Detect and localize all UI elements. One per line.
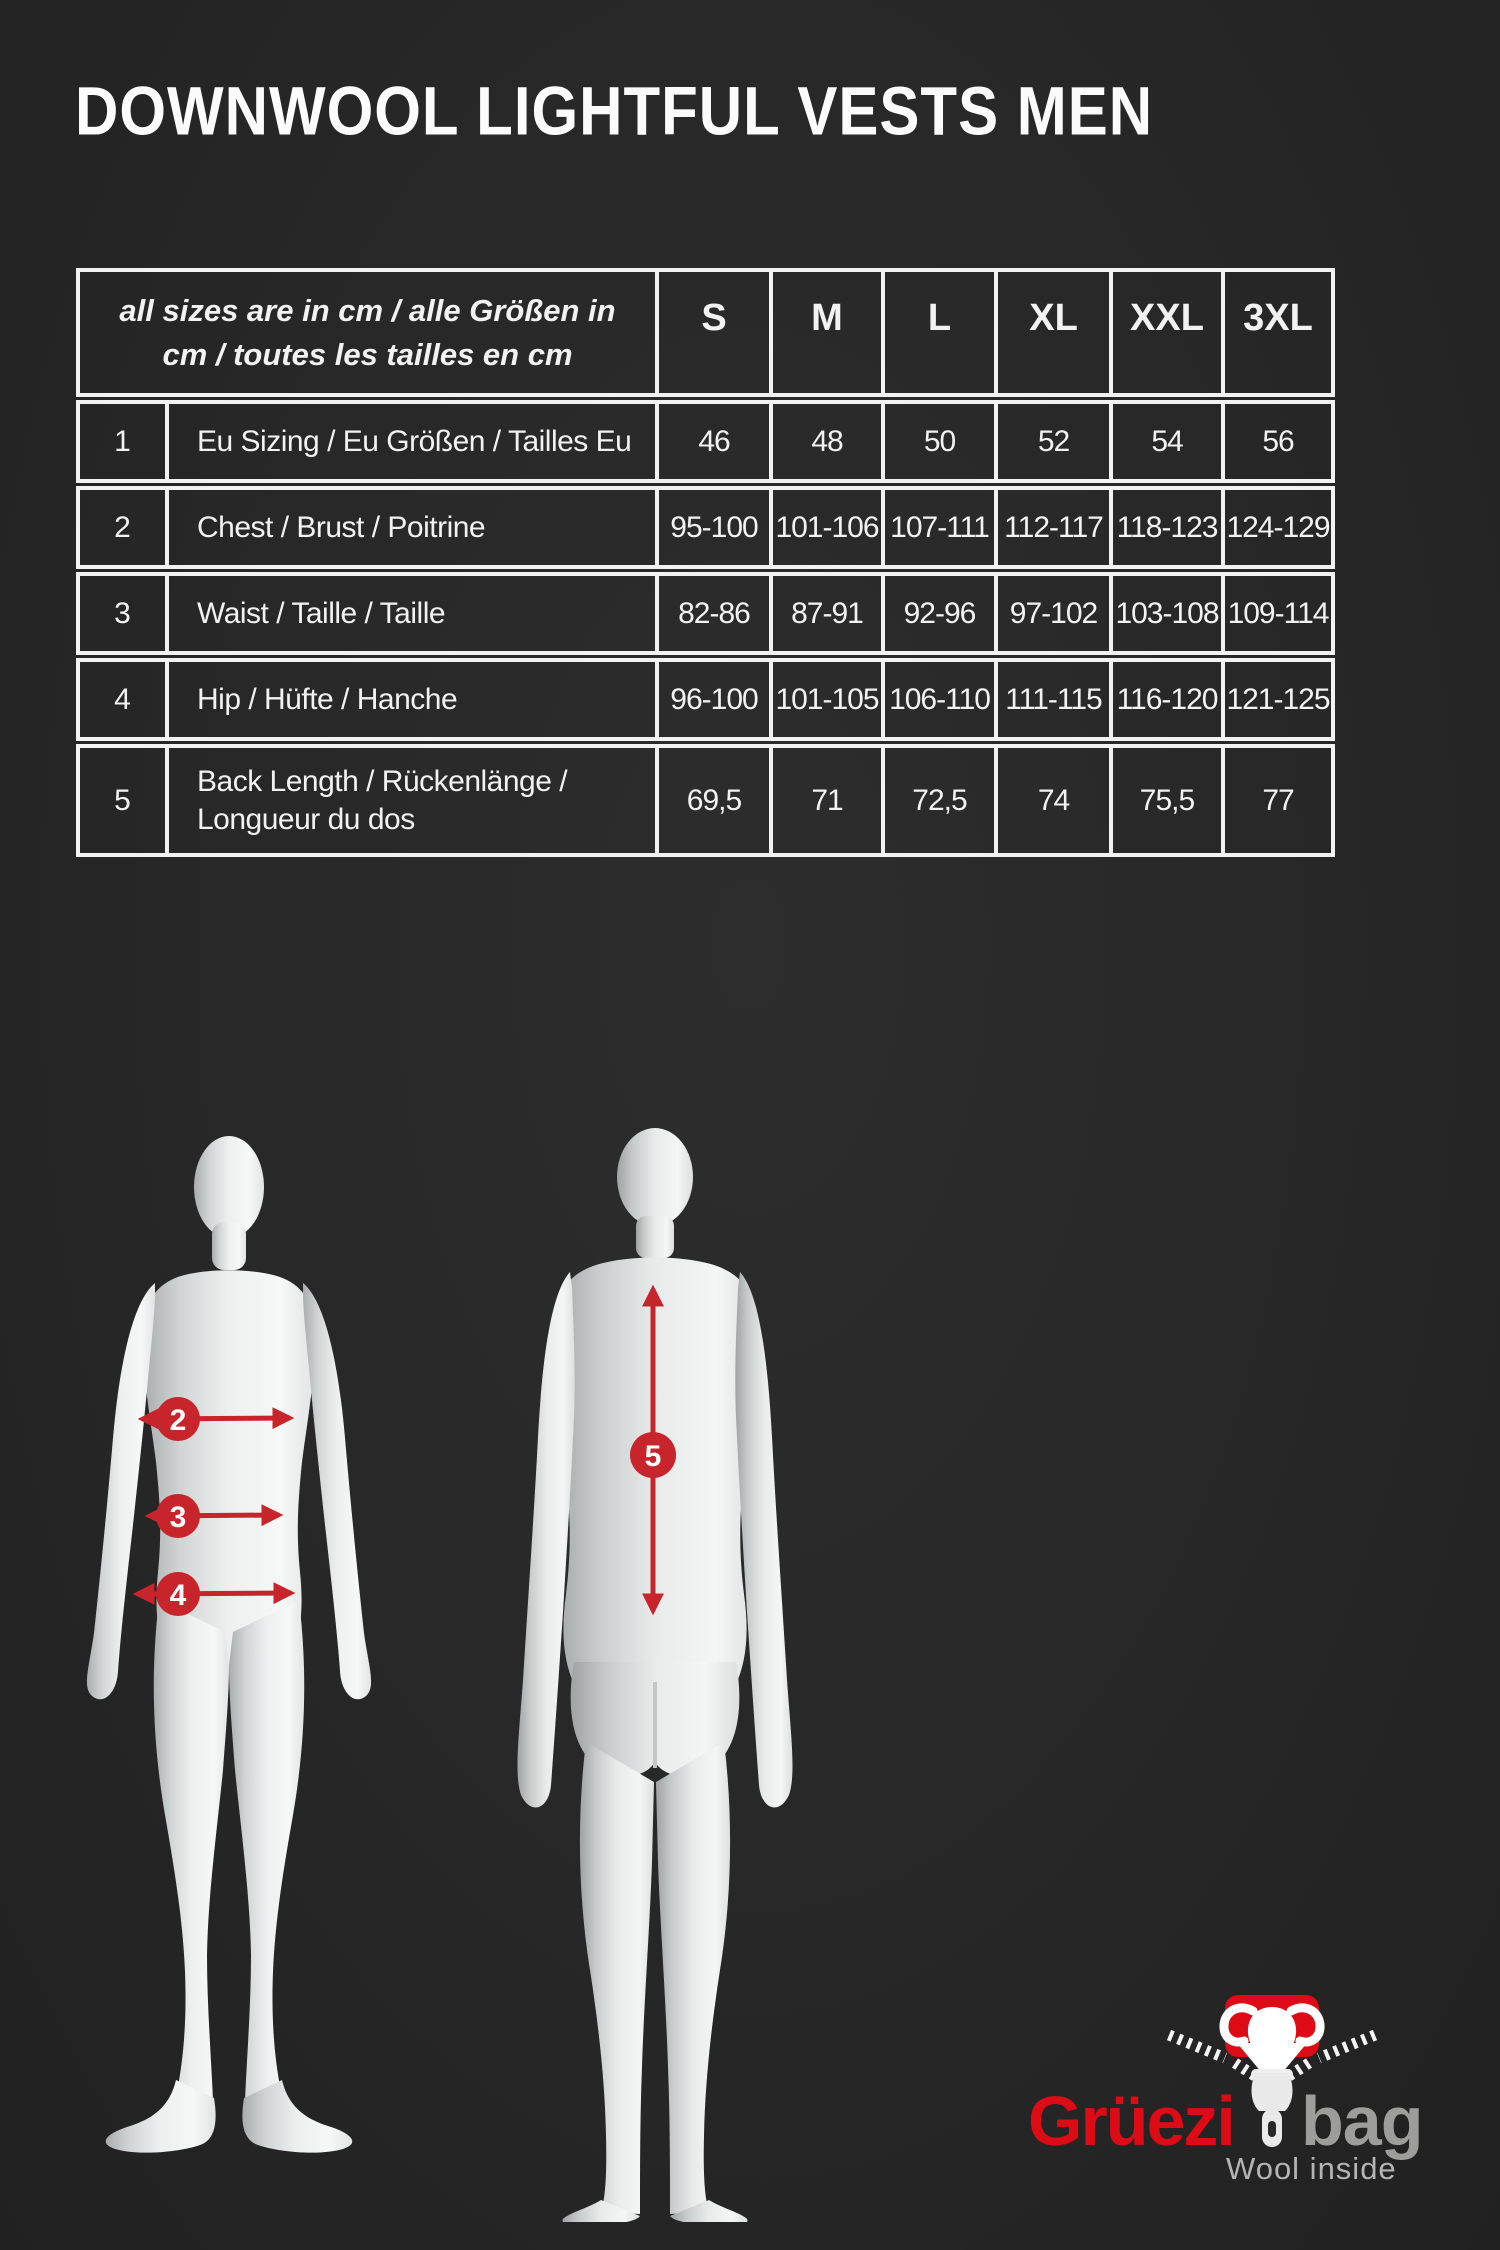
- value-cell: 118-123: [1109, 490, 1221, 565]
- value-cell: 69,5: [655, 748, 769, 853]
- value-cell: 48: [769, 404, 881, 479]
- value-cell: 71: [769, 748, 881, 853]
- size-col-header-xl: XL: [994, 272, 1109, 393]
- row-number-cell: 3: [114, 596, 131, 630]
- value-cell: 52: [994, 404, 1109, 479]
- value-cell: 92-96: [881, 576, 994, 651]
- value-cell: 74: [994, 748, 1109, 853]
- value-cell: 95-100: [655, 490, 769, 565]
- value-cell: 112-117: [994, 490, 1109, 565]
- table-row-hip: [76, 658, 1335, 741]
- measurement-label-cell: Chest / Brust / Poitrine: [165, 490, 655, 565]
- marker-label: 5: [644, 1439, 662, 1473]
- value-cell: 101-105: [769, 662, 881, 737]
- value-cell: 46: [655, 404, 769, 479]
- row-number-cell: 1: [114, 424, 131, 458]
- table-header-row: [76, 268, 1335, 397]
- value-cell: 116-120: [1109, 662, 1221, 737]
- size-table: [76, 268, 1335, 857]
- logo-tagline: Wool inside: [1226, 2151, 1397, 2186]
- row-number-cell: 4: [114, 682, 131, 716]
- marker-label: 2: [169, 1403, 187, 1437]
- measurement-markers-overlay: [0, 1100, 900, 2250]
- table-note-cell: all sizes are in cm / alle Größen in cm / toutes les tailles en cm: [119, 292, 616, 372]
- measurement-label-cell: Hip / Hüfte / Hanche: [165, 662, 655, 737]
- size-col-header-s: S: [655, 272, 769, 393]
- value-cell: 103-108: [1109, 576, 1221, 651]
- size-col-header-3xl: 3XL: [1221, 272, 1331, 393]
- table-row-waist: [76, 572, 1335, 655]
- brand-text-bag: bag: [1301, 2082, 1423, 2160]
- table-row-back-length: [76, 744, 1335, 857]
- marker-label: 4: [169, 1578, 187, 1612]
- value-cell: 87-91: [769, 576, 881, 651]
- value-cell: 77: [1221, 748, 1331, 853]
- value-cell: 109-114: [1221, 576, 1331, 651]
- size-col-header-m: M: [769, 272, 881, 393]
- brand-text-gruezi: Grüezi: [1028, 2082, 1234, 2160]
- gruezi-bag-logo: [1020, 1985, 1480, 2205]
- table-row-chest: [76, 486, 1335, 569]
- value-cell: 50: [881, 404, 994, 479]
- row-number-cell: 2: [114, 510, 131, 544]
- value-cell: 106-110: [881, 662, 994, 737]
- value-cell: 82-86: [655, 576, 769, 651]
- value-cell: 101-106: [769, 490, 881, 565]
- size-col-header-l: L: [881, 272, 994, 393]
- measurement-label-cell: Waist / Taille / Taille: [165, 576, 655, 651]
- value-cell: 56: [1221, 404, 1331, 479]
- marker-label: 3: [169, 1500, 187, 1534]
- value-cell: 124-129: [1221, 490, 1331, 565]
- value-cell: 54: [1109, 404, 1221, 479]
- measurement-label-cell: Eu Sizing / Eu Größen / Tailles Eu: [165, 404, 655, 479]
- value-cell: 72,5: [881, 748, 994, 853]
- value-cell: 75,5: [1109, 748, 1221, 853]
- value-cell: 111-115: [994, 662, 1109, 737]
- row-number-cell: 5: [114, 783, 131, 817]
- value-cell: 121-125: [1221, 662, 1331, 737]
- value-cell: 97-102: [994, 576, 1109, 651]
- value-cell: 96-100: [655, 662, 769, 737]
- page-title: DOWNWOOL LIGHTFUL VESTS MEN: [75, 73, 1154, 150]
- measurement-label-cell: Back Length / Rückenlänge / Longueur du dos: [165, 748, 655, 853]
- value-cell: 107-111: [881, 490, 994, 565]
- table-row-eu-sizing: [76, 400, 1335, 483]
- size-col-header-xxl: XXL: [1109, 272, 1221, 393]
